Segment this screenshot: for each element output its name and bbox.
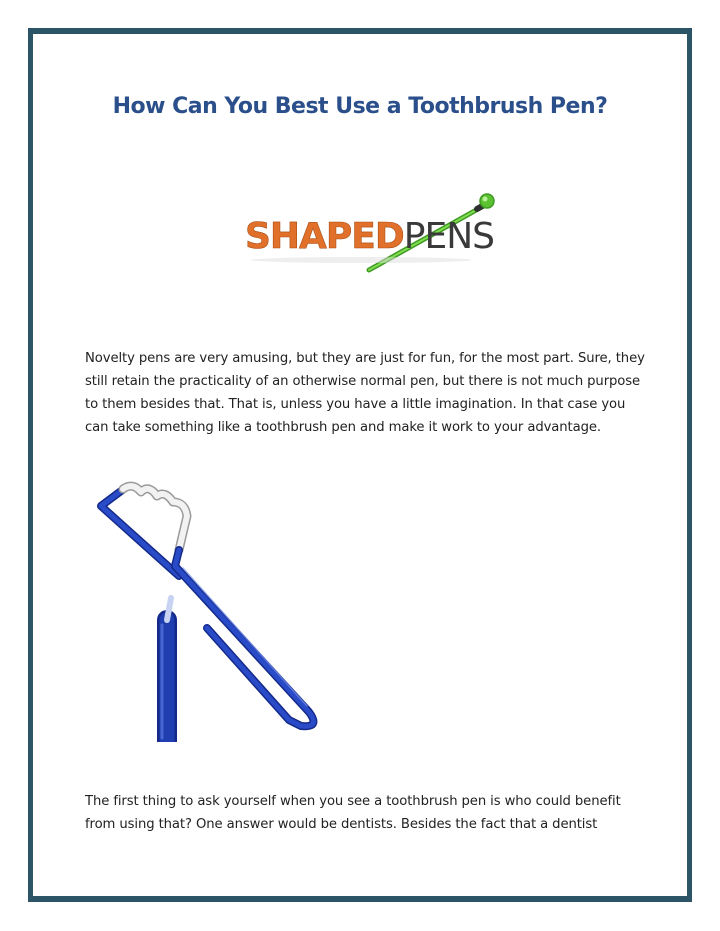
- logo-text: SHAPEDPENS: [245, 216, 495, 257]
- toothbrush-pen-icon: [101, 486, 314, 742]
- intro-paragraph: Novelty pens are very amusing, but they are just for fun, for the most part. Sure, they still retain the practicality of an otherwise normal pen, but there is not much purpose to them besides that. That is, unless you have a little imagination. In that case you can take something like a toothbrush pen and make it work to your advantage.: [85, 351, 645, 435]
- page-title: How Can You Best Use a Toothbrush Pen?: [112, 94, 608, 119]
- second-paragraph: The first thing to ask yourself when you see a toothbrush pen is who could benefit from using that? One answer would be dentists. Besides the fact that a dentist: [85, 794, 621, 832]
- shapedpens-logo: [241, 190, 497, 274]
- page-frame: [28, 28, 692, 902]
- toothbrush-pen-image: [89, 480, 329, 742]
